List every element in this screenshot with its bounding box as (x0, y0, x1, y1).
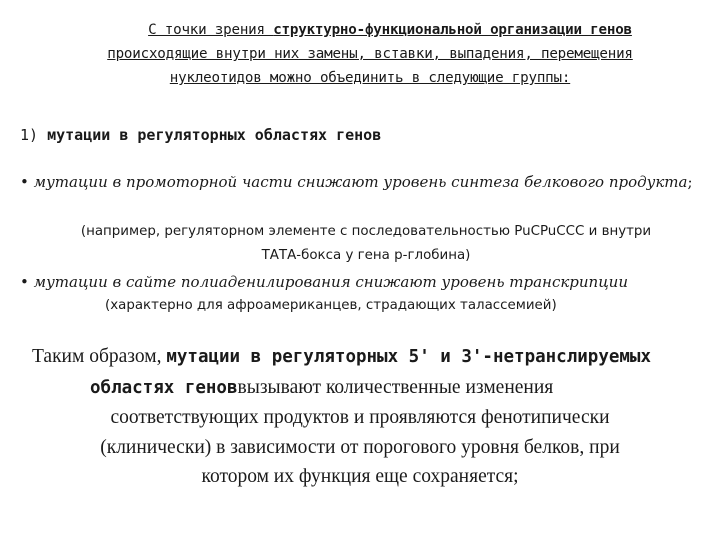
intro-line-1 (30, 18, 710, 42)
bullet-polyadenylation-text: мутации в сайте полиаденилирования снижают уровень транскрипции (33, 273, 629, 291)
bullet-marker: • (20, 173, 29, 191)
intro-prefix: С точки зрения (148, 22, 274, 38)
bullet-promoter (20, 170, 700, 194)
conclusion-line-3: соответствующих продуктов и проявляются фенотипически (110, 407, 610, 428)
bullet-marker: • (20, 273, 29, 291)
conclusion-line-4: (клинически) в зависимости от порогового уровня белков, при (100, 436, 620, 458)
conclusion-bold-1: мутации в регуляторных 5' и 3'-нетранслируемых (166, 347, 651, 367)
heading-text: мутации в регуляторных областях генов (47, 126, 382, 144)
bullet-promoter-tail: ; (687, 173, 693, 191)
note-population: (характерно для афроамериканцев, страдающих талассемией) (105, 298, 557, 313)
bullet-polyadenylation (20, 271, 720, 293)
conclusion-rest-2: вызывают количественные изменения (237, 376, 554, 398)
conclusion-line-5: котором их функция еще сохраняется; (201, 466, 519, 487)
section-heading (20, 126, 381, 144)
intro-line-2: происходящие внутри них замены, вставки, выпадения, перемещения (107, 46, 633, 62)
conclusion-line-1 (0, 342, 720, 373)
note-example-line-2: ТАТА-бокса у гена р-глобина) (261, 248, 471, 263)
heading-number: 1) (20, 126, 39, 144)
bullet-promoter-text: мутации в промоторной части снижают уровень синтеза белкового продукта (33, 173, 688, 191)
intro-line-3: нуклеотидов можно объединить в следующие группы: (169, 70, 571, 86)
conclusion-paragraph (0, 342, 720, 492)
conclusion-bold-2: областях генов (90, 377, 238, 398)
note-example (36, 220, 696, 268)
conclusion-prefix: Таким образом, (32, 346, 167, 367)
intro-paragraph (30, 18, 710, 90)
conclusion-line-2 (0, 373, 720, 404)
note-example-line-1: (например, регуляторном элементе с последовательностью PuCPuCCC и внутри (80, 224, 652, 239)
intro-bold-term: структурно-функциональной организации генов (273, 22, 632, 38)
